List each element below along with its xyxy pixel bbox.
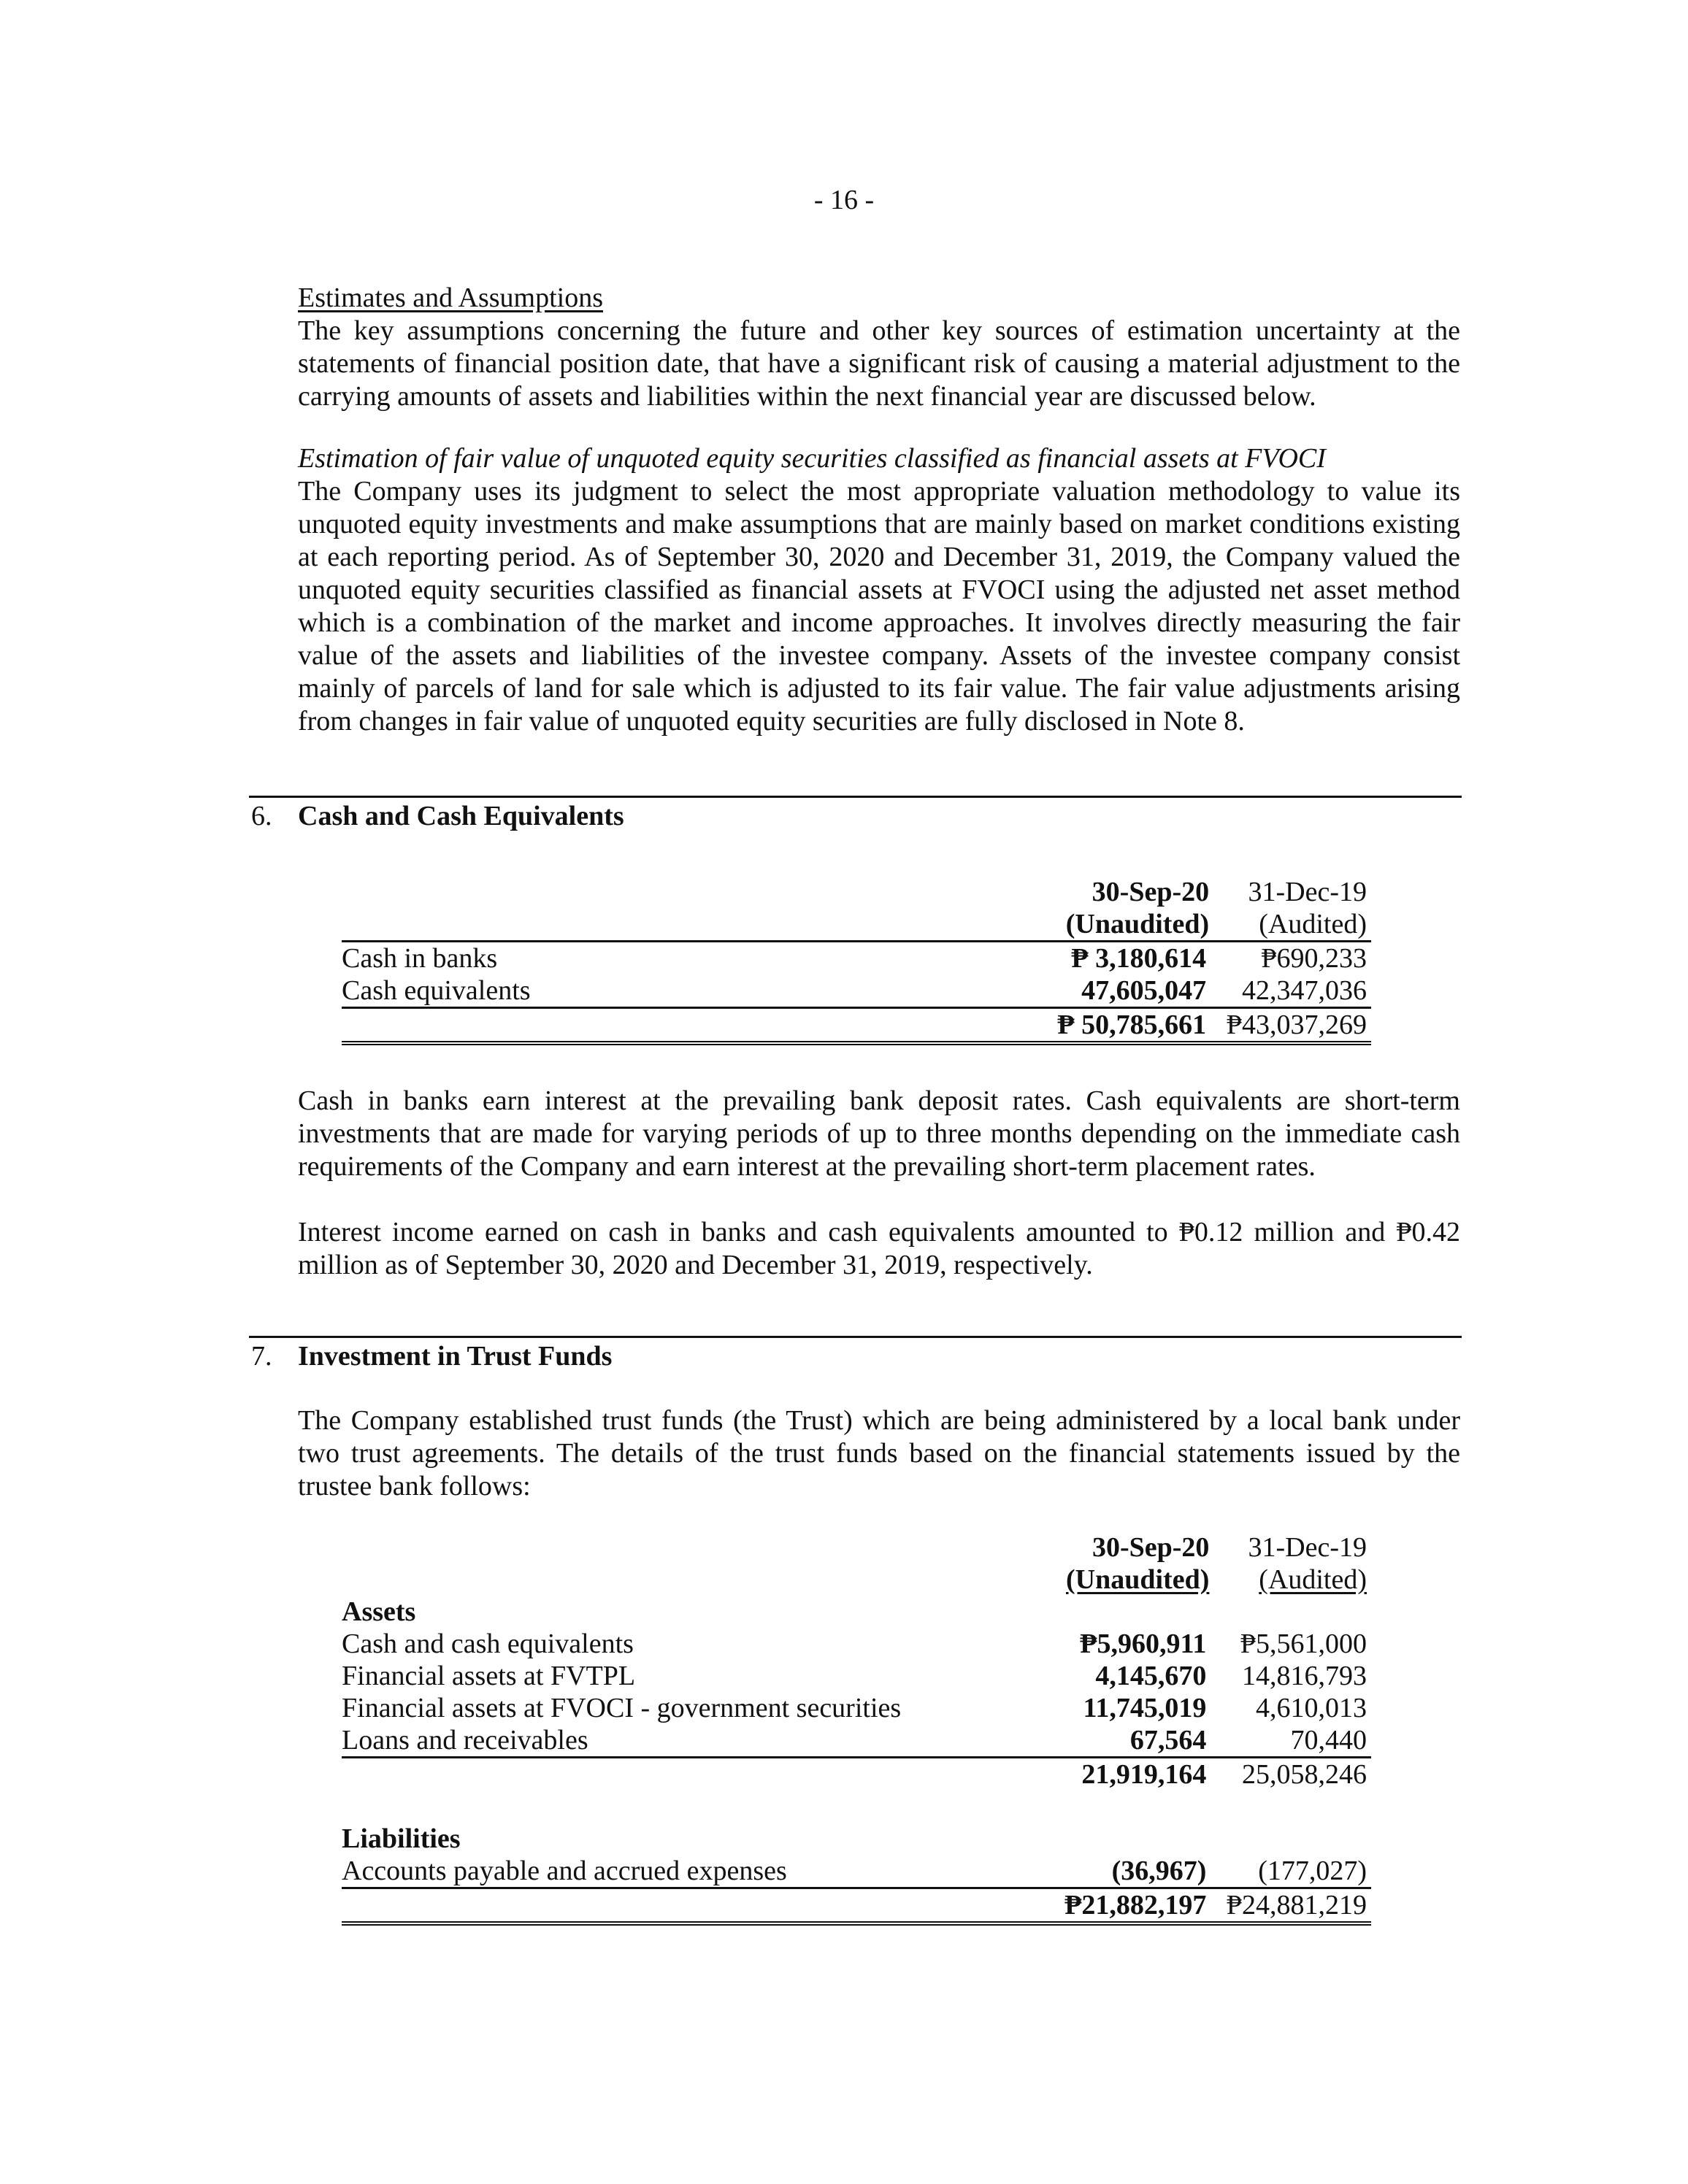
- row-label: Financial assets at FVOCI - government securities: [342, 1693, 902, 1723]
- row-value-2019: 42,347,036: [1213, 974, 1371, 1008]
- table-row: [342, 1628, 1371, 1660]
- table-header-row: [342, 1531, 1371, 1564]
- fair-value-section: [298, 442, 1460, 738]
- row-value-2019: ₱690,233: [1261, 943, 1367, 974]
- assets-label: Assets: [342, 1596, 416, 1627]
- estimates-paragraph: The key assumptions concerning the future and other key sources of estimation uncertainty at the statements of financial position date, that have a significant risk of causing a material adjustment to the carrying amounts of assets and liabilities within the next financial year are discussed below.: [298, 315, 1460, 412]
- row-value-2020: 67,564: [989, 1724, 1213, 1758]
- col1-header-status: (Unaudited): [1066, 1564, 1210, 1595]
- assets-total-2019: 25,058,246: [1242, 1759, 1367, 1790]
- estimates-heading: Estimates and Assumptions: [298, 282, 603, 313]
- col2-header-date: 31-Dec-19: [1248, 1532, 1367, 1563]
- section-6-number: 6.: [251, 801, 272, 831]
- row-label: Cash in banks: [342, 943, 498, 974]
- total-value-2019: ₱43,037,269: [1213, 1008, 1371, 1044]
- col1-header-date: 30-Sep-20: [1092, 877, 1210, 907]
- section-6-rule: [249, 796, 1462, 798]
- section-7-rule: [249, 1336, 1462, 1338]
- col1-header-date: 30-Sep-20: [1092, 1532, 1210, 1563]
- liabilities-label: Liabilities: [342, 1823, 461, 1854]
- assets-total-row: [342, 1758, 1371, 1791]
- trust-paragraph: [298, 1404, 1460, 1503]
- row-value-2019: ₱5,561,000: [1240, 1629, 1367, 1659]
- assets-total-2020: 21,919,164: [1081, 1759, 1207, 1790]
- row-value-2020: 47,605,047: [988, 974, 1213, 1008]
- col1-header-status: (Unaudited): [988, 908, 1213, 942]
- row-value-2020: (36,967): [989, 1855, 1213, 1888]
- row-label: Cash equivalents: [342, 974, 988, 1008]
- section-6-title: Cash and Cash Equivalents: [298, 801, 624, 831]
- row-value-2020: ₱5,960,911: [1080, 1629, 1207, 1659]
- cash-interest-paragraph: Cash in banks earn interest at the prevailing bank deposit rates. Cash equivalents are short-term investments that are made for varying periods of up to three months depending on the immediate cash requirements of the Company and earn interest at the prevailing short-term placement rates.: [298, 1085, 1460, 1182]
- row-value-2020: 11,745,019: [1083, 1693, 1207, 1723]
- table-total-row: [342, 1008, 1371, 1044]
- row-value-2019: 70,440: [1213, 1724, 1371, 1758]
- section-7-number: 7.: [251, 1341, 272, 1372]
- interest-income-paragraph: Interest income earned on cash in banks and cash equivalents amounted to ₱0.12 million and ₱0.42 million as of September 30, 2020 and December 31, 2019, respectively.: [298, 1217, 1460, 1280]
- row-value-2020: 4,145,670: [1095, 1661, 1207, 1691]
- col2-header-status: (Audited): [1259, 1564, 1367, 1595]
- row-value-2019: 4,610,013: [1256, 1693, 1367, 1723]
- row-value-2019: (177,027): [1213, 1855, 1371, 1888]
- fair-value-heading: Estimation of fair value of unquoted equity securities classified as financial assets at FVOCI: [298, 443, 1326, 474]
- row-label: Accounts payable and accrued expenses: [342, 1855, 989, 1888]
- cash-equivalents-table: [342, 876, 1371, 1045]
- table-header-row: [342, 908, 1371, 942]
- row-label: Loans and receivables: [342, 1724, 989, 1758]
- table-header-row: [342, 1564, 1371, 1596]
- row-label: Financial assets at FVTPL: [342, 1661, 636, 1691]
- table-row: [342, 1724, 1371, 1758]
- table-total-row: [342, 1888, 1371, 1924]
- cash-paragraph-1: [298, 1085, 1460, 1183]
- table-row: [342, 942, 1371, 975]
- table-row: [342, 974, 1371, 1008]
- table-header-row: [342, 876, 1371, 908]
- page-number: - 16 -: [813, 185, 875, 215]
- row-value-2019: 14,816,793: [1242, 1661, 1367, 1691]
- section-7-heading: [251, 1340, 612, 1372]
- col2-header-status: (Audited): [1213, 908, 1371, 942]
- trust-description: The Company established trust funds (the Trust) which are being administered by a local bank under two trust agreements. The details of the trust funds based on the financial statements issued by the trustee bank follows:: [298, 1405, 1460, 1502]
- spacer-row: [342, 1791, 1371, 1823]
- trust-funds-table: [342, 1531, 1371, 1926]
- table-row: [342, 1692, 1371, 1724]
- fair-value-paragraph: The Company uses its judgment to select the most appropriate valuation methodology to value its unquoted equity investments and make assumptions that are mainly based on market conditions existing at each reporting period. As of September 30, 2020 and December 31, 2019, the Company valued the unquoted equity securities classified as financial assets at FVOCI using the adjusted net asset method which is a combination of the market and income approaches. It involves directly measuring the fair value of the assets and liabilities of the investee company. Assets of the investee company consist mainly of parcels of land for sale which is adjusted to its fair value. The fair value adjustments arising from changes in fair value of unquoted equity securities are fully disclosed in Note 8.: [298, 476, 1460, 737]
- total-value-2020: ₱ 50,785,661: [988, 1008, 1213, 1044]
- table-row: [342, 1660, 1371, 1692]
- net-total-2019: ₱24,881,219: [1213, 1888, 1371, 1924]
- net-total-2020: ₱21,882,197: [989, 1888, 1213, 1924]
- cash-paragraph-2: [298, 1216, 1460, 1282]
- table-row: [342, 1855, 1371, 1888]
- section-6-heading: [251, 800, 624, 832]
- liabilities-label-row: [342, 1823, 1371, 1855]
- col2-header-date: 31-Dec-19: [1248, 877, 1367, 907]
- estimates-section: [298, 282, 1460, 413]
- row-label: Cash and cash equivalents: [342, 1629, 634, 1659]
- section-7-title: Investment in Trust Funds: [298, 1341, 613, 1372]
- assets-label-row: [342, 1596, 1371, 1628]
- row-value-2020: ₱ 3,180,614: [1071, 943, 1207, 974]
